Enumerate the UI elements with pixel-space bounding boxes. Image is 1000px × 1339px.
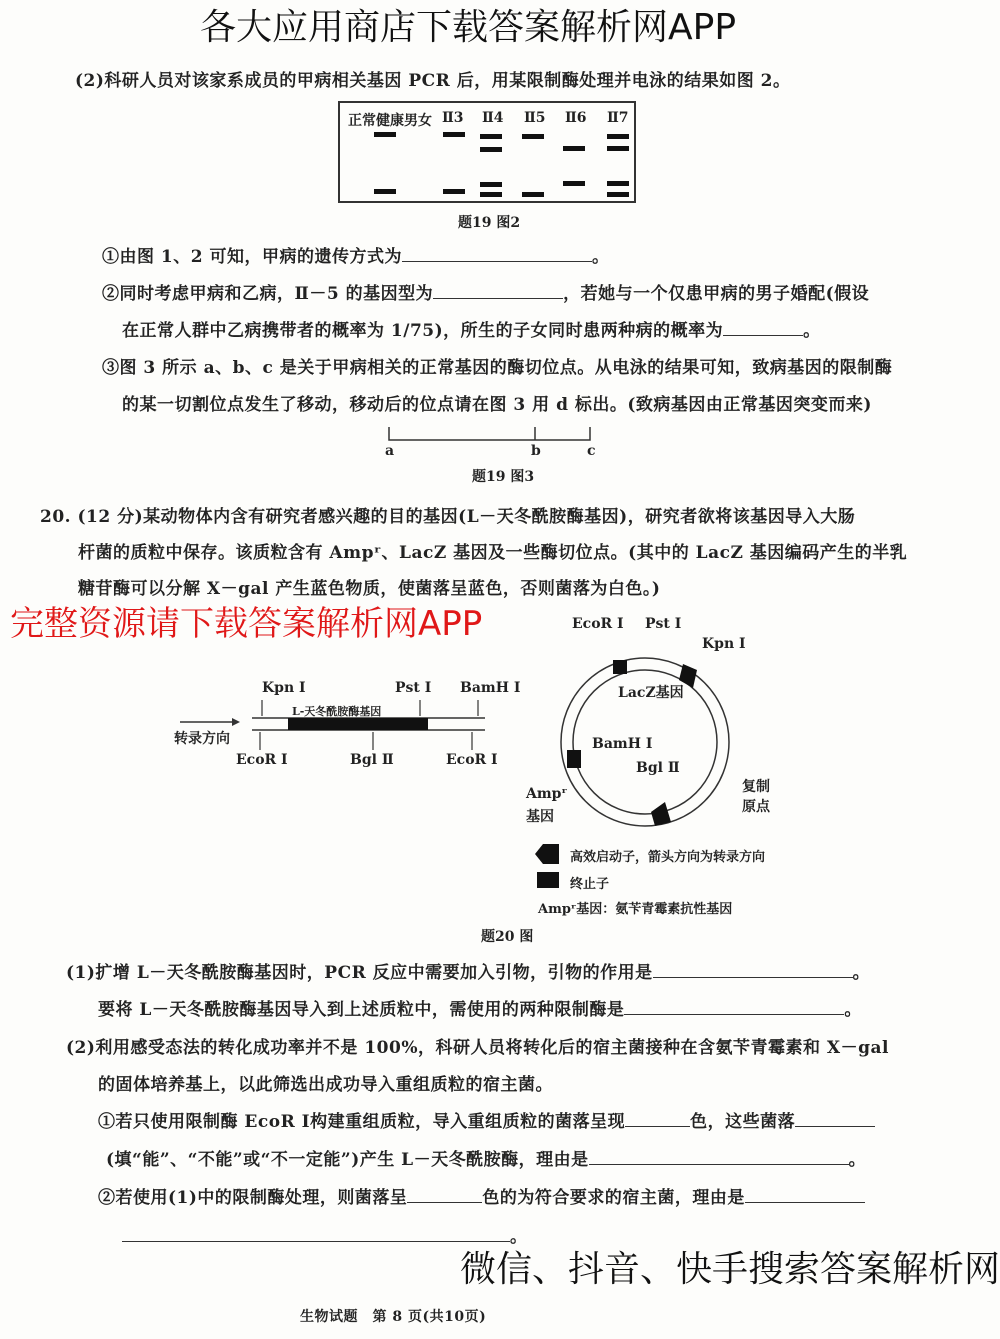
figure-caption: 题19 图2 xyxy=(458,215,521,231)
answer-blank[interactable] xyxy=(625,1112,690,1127)
page-footer: 生物试题 第 8 页(共10页) xyxy=(300,1309,487,1325)
lane-label: Ⅱ5 xyxy=(524,110,546,126)
q20-part2-item1b: (填“能”、“不能”或“不一定能”)产生 L－天冬酰胺酶，理由是 。 xyxy=(106,1150,867,1170)
plasmid-pst: Pst Ⅰ xyxy=(645,616,682,632)
legend-amp: Ampʳ基因：氨苄青霉素抗性基因 xyxy=(538,902,733,917)
amp-label: 基因 xyxy=(526,809,554,825)
site-c: c xyxy=(587,443,596,459)
amp-label: Ampʳ xyxy=(526,786,568,802)
site-ecor: EcoR Ⅰ xyxy=(446,752,498,768)
site-bamh: BamH Ⅰ xyxy=(460,680,521,696)
q19-item2-cont: 在正常人群中乙病携带者的概率为 1/75)，所生的子女同时患两种病的概率为 。 xyxy=(122,321,821,341)
q19-item3-cont: 的某一切割位点发生了移动，移动后的位点请在图 3 用 d 标出。(致病基因由正常基因突变而来) xyxy=(122,395,872,415)
q19-part2: (2)科研人员对该家系成员的甲病相关基因 PCR 后，用某限制酶处理并电泳的结果如图 2。 xyxy=(75,71,791,91)
q20-part2: 的固体培养基上，以此筛选出成功导入重组质粒的宿主菌。 xyxy=(98,1075,553,1095)
ori-label: 原点 xyxy=(742,799,770,815)
site-pst: Pst Ⅰ xyxy=(395,680,432,696)
site-a: a xyxy=(385,443,395,459)
answer-blank[interactable] xyxy=(122,1227,510,1242)
lane-label: Ⅱ3 xyxy=(442,110,464,126)
answer-blank[interactable] xyxy=(624,1000,844,1015)
site-bgl: Bgl Ⅱ xyxy=(350,752,394,768)
watermark: 各大应用商店下载答案解析网APP xyxy=(200,7,737,48)
q20-part2-item1: ①若只使用限制酶 EcoR Ⅰ构建重组质粒，导入重组质粒的菌落呈现 色，这些菌落 xyxy=(98,1107,875,1132)
answer-blank[interactable] xyxy=(402,247,592,262)
site-kpn: Kpn Ⅰ xyxy=(262,680,306,696)
promoter-icon xyxy=(535,844,559,864)
terminator-icon xyxy=(537,872,559,888)
q20-part1: (1)扩增 L－天冬酰胺酶基因时，PCR 反应中需要加入引物，引物的作用是 。 xyxy=(66,963,871,983)
lane-label: Ⅱ7 xyxy=(607,110,629,126)
q20-part2: (2)利用感受态法的转化成功率并不是 100%，科研人员将转化后的宿主菌接种在含氨苄青霉素和 X－gal xyxy=(66,1038,889,1058)
plasmid-kpn: Kpn Ⅰ xyxy=(702,636,746,652)
answer-blank[interactable] xyxy=(745,1188,865,1203)
q20-part2-item2: ②若使用(1)中的限制酶处理，则菌落呈 色的为符合要求的宿主菌，理由是 xyxy=(98,1183,865,1208)
answer-blank[interactable] xyxy=(653,963,853,978)
gel-bands xyxy=(374,132,629,197)
lane-label: 正常健康男女 xyxy=(348,113,432,129)
lane-label: Ⅱ6 xyxy=(565,110,587,126)
watermark: 微信、抖音、快手搜索答案解析网 xyxy=(460,1249,1000,1290)
watermark: 完整资源请下载答案解析网APP xyxy=(10,604,483,644)
site-b: b xyxy=(531,443,541,459)
answer-blank[interactable] xyxy=(407,1188,482,1203)
fig3-line xyxy=(385,424,595,444)
plasmid-bgl: Bgl Ⅱ xyxy=(636,760,680,776)
legend-terminator: 终止子 xyxy=(570,877,610,892)
legend-icons xyxy=(535,842,561,892)
q19-item3: ③图 3 所示 a、b、c 是关于甲病相关的正常基因的酶切位点。从电泳的结果可知，致病基因的限制酶 xyxy=(102,358,893,378)
lacz-label: LacZ基因 xyxy=(618,685,684,701)
q20-part1b: 要将 L－天冬酰胺酶基因导入到上述质粒中，需使用的两种限制酶是 。 xyxy=(98,1000,862,1020)
answer-blank[interactable] xyxy=(589,1150,849,1165)
q20-stem: 杆菌的质粒中保存。该质粒含有 Ampʳ、LacZ 基因及一些酶切位点。(其中的 LacZ 基因编码产生的半乳 xyxy=(78,543,908,563)
plasmid-bamh: BamH Ⅰ xyxy=(592,736,653,752)
answer-blank[interactable] xyxy=(433,284,563,299)
figure-caption: 题19 图3 xyxy=(472,469,535,485)
figure-caption: 题20 图 xyxy=(481,929,534,945)
ori-label: 复制 xyxy=(742,779,770,795)
q19-item1: ①由图 1、2 可知，甲病的遗传方式为 。 xyxy=(102,247,610,267)
answer-blank[interactable] xyxy=(795,1112,875,1127)
q19-item2: ②同时考虑甲病和乙病，Ⅱ－5 的基因型为 ，若她与一个仅患甲病的男子婚配(假设 xyxy=(102,284,870,304)
direction-label: 转录方向 xyxy=(174,731,230,747)
legend-promoter: 高效启动子，箭头方向为转录方向 xyxy=(570,850,766,865)
q20-stem: 糖苷酶可以分解 X－gal 产生蓝色物质，使菌落呈蓝色，否则菌落为白色。) xyxy=(78,579,661,599)
lane-label: Ⅱ4 xyxy=(482,110,504,126)
gene-label: L-天冬酰胺酶基因 xyxy=(292,705,382,718)
plasmid-ecor: EcoR Ⅰ xyxy=(572,616,624,632)
q20-part2-item2b: 。 xyxy=(122,1222,528,1247)
site-ecor: EcoR Ⅰ xyxy=(236,752,288,768)
answer-blank[interactable] xyxy=(723,321,803,336)
q20-stem: 20. (12 分)某动物体内含有研究者感兴趣的目的基因(L－天冬酰胺酶基因)，研究者欲将该基因导入大肠 xyxy=(40,507,856,527)
